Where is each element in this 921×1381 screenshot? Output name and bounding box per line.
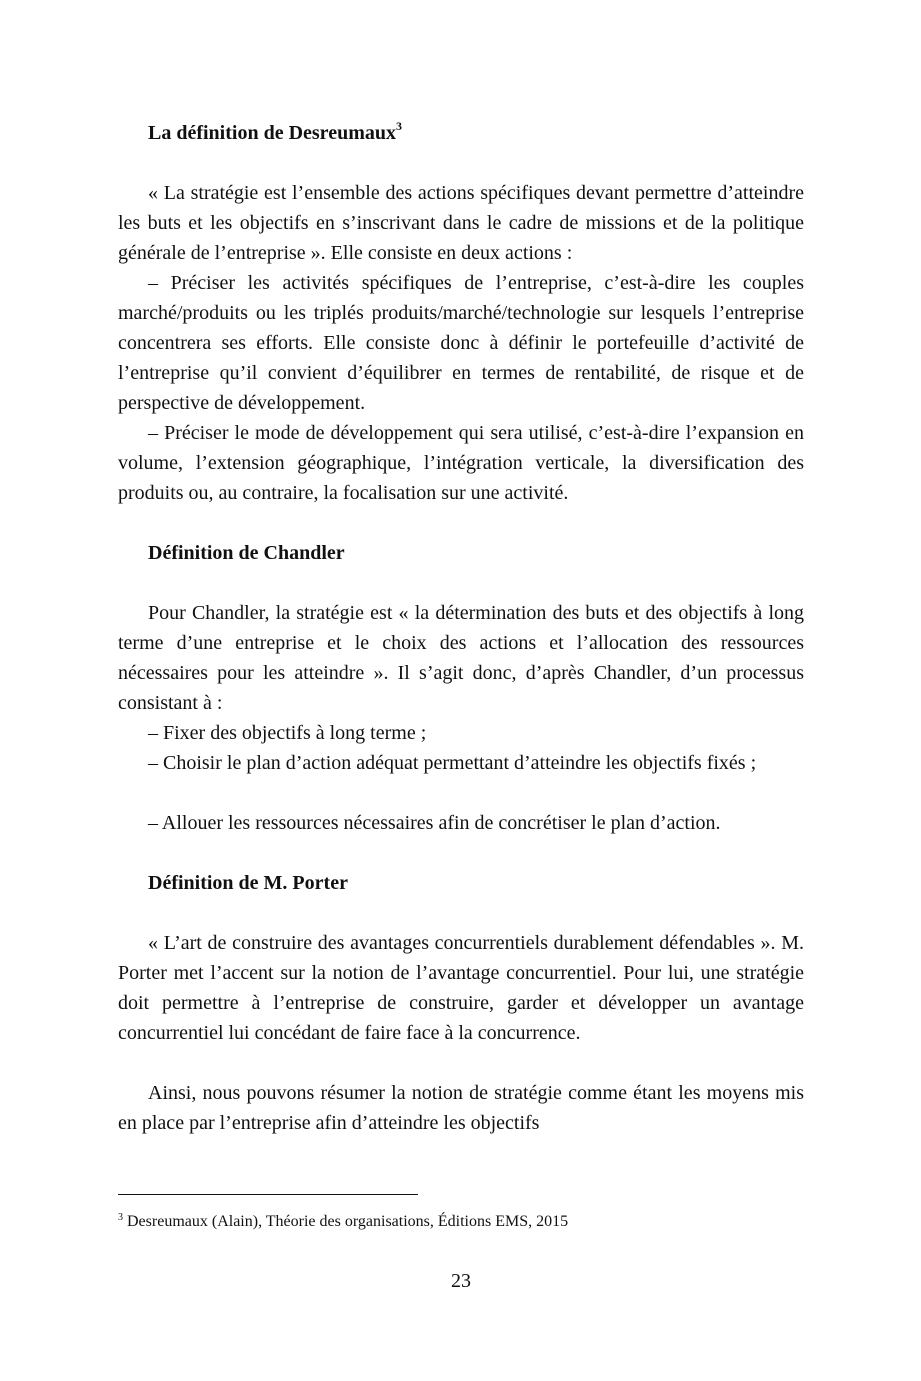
footnote-marker: 3 <box>118 1212 123 1223</box>
porter-paragraph-2: Ainsi, nous pouvons résumer la notion de stratégie comme étant les moyens mis en place par l’entreprise afin d’atteindre les objectifs <box>118 1082 804 1134</box>
footnote <box>118 1211 804 1233</box>
heading-desreumaux <box>148 118 402 148</box>
desreumaux-intro: « La stratégie est l’ensemble des actions spécifiques devant permettre d’atteindre les buts et les objectifs en s’inscrivant dans le cadre de missions et de la politique générale de l’entreprise ». Elle consiste en deux actions : <box>118 182 804 264</box>
heading-desreumaux-text: La définition de Desreumaux <box>148 122 396 144</box>
footnote-text: Desreumaux (Alain), Théorie des organisations, Éditions EMS, 2015 <box>123 1213 569 1230</box>
chandler-item-1: – Fixer des objectifs à long terme ; <box>148 722 427 744</box>
desreumaux-item-2: – Préciser le mode de développement qui sera utilisé, c’est-à-dire l’expansion en volume, l’extension géographique, l’intégration verticale, la diversification des produits ou, au contraire, la focalisation sur une activité. <box>118 422 804 504</box>
chandler-item-3: – Allouer les ressources nécessaires afin de concrétiser le plan d’action. <box>148 812 721 834</box>
chandler-intro: Pour Chandler, la stratégie est « la détermination des buts et des objectifs à long terme d’une entreprise et le choix des actions et l’allocation des ressources nécessaires pour les atteindre ». Il s’agit donc, d’après Chandler, d’un processus consistant à : <box>118 602 804 714</box>
footnote-divider <box>118 1194 418 1195</box>
heading-porter: Définition de M. Porter <box>148 872 348 894</box>
page-number: 23 <box>451 1270 471 1292</box>
book-page <box>118 0 804 1381</box>
chandler-item-2: – Choisir le plan d’action adéquat permettant d’atteindre les objectifs fixés ; <box>148 752 757 774</box>
heading-chandler: Définition de Chandler <box>148 542 345 564</box>
desreumaux-item-1: – Préciser les activités spécifiques de l’entreprise, c’est-à-dire les couples marché/produits ou les triplés produits/marché/technologie sur lesquels l’entreprise concentrera ses efforts. Elle consiste donc à définir le portefeuille d’activité de l’entreprise qu’il convient d’équilibrer en termes de rentabilité, de risque et de perspective de développement. <box>118 272 804 414</box>
footnote-reference: 3 <box>395 119 402 133</box>
porter-paragraph-1: « L’art de construire des avantages concurrentiels durablement défendables ». M. Porter met l’accent sur la notion de l’avantage concurrentiel. Pour lui, une stratégie doit permettre à l’entreprise de construire, garder et développer un avantage concurrentiel lui concédant de faire face à la concurrence. <box>118 932 804 1044</box>
